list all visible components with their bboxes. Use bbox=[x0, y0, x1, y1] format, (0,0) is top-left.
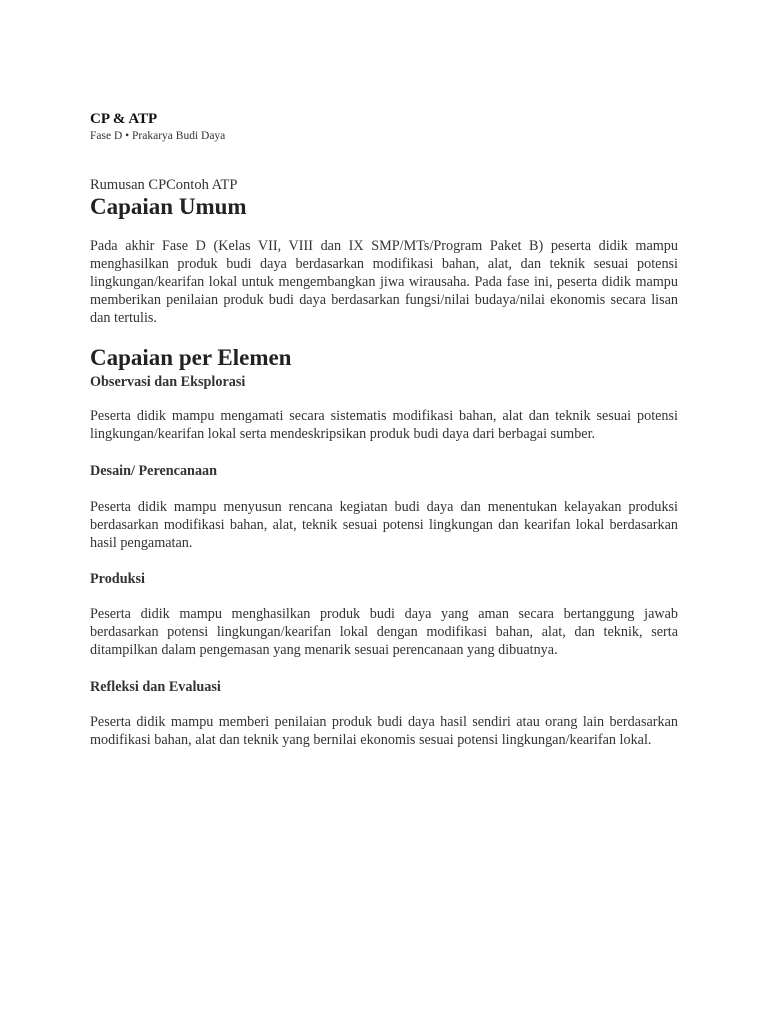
element-text-produksi: Peserta didik mampu menghasilkan produk budi daya yang aman secara bertanggung jawab berdasarkan potensi lingkungan/kearifan lokal dengan modifikasi bahan, alat, dan teknik, serta ditampilkan dalam pengemasan yang menarik sesuai perencanaan yang dibuatnya. bbox=[90, 606, 678, 658]
element-heading-refleksi: Refleksi dan Evaluasi bbox=[90, 679, 221, 695]
capaian-per-elemen-heading: Capaian per Elemen bbox=[90, 345, 292, 370]
element-text-observasi: Peserta didik mampu mengamati secara sistematis modifikasi bahan, alat dan teknik sesuai potensi lingkungan/kearifan lokal serta mendeskripsikan produk budi daya dari berbagai sumber. bbox=[90, 408, 678, 442]
capaian-umum-heading: Capaian Umum bbox=[90, 194, 247, 219]
tab-contoh-atp[interactable]: Contoh ATP bbox=[166, 177, 238, 193]
element-text-desain: Peserta didik mampu menyusun rencana kegiatan budi daya dan menentukan kelayakan produksi berdasarkan modifikasi bahan, alat, teknik sesuai potensi lingkungan dan kearifan lokal berdasarkan hasil pengamatan. bbox=[90, 499, 678, 551]
document-subtitle: Fase D • Prakarya Budi Daya bbox=[90, 130, 226, 142]
element-text-refleksi: Peserta didik mampu memberi penilaian produk budi daya hasil sendiri atau orang lain berdasarkan modifikasi bahan, alat dan teknik yang bernilai ekonomis sesuai potensi lingkungan/kearifan lokal. bbox=[90, 714, 678, 748]
element-heading-observasi: Observasi dan Eksplorasi bbox=[90, 374, 246, 390]
tab-row bbox=[90, 176, 237, 194]
tab-rumusan-cp[interactable]: Rumusan CP bbox=[90, 177, 167, 193]
element-heading-produksi: Produksi bbox=[90, 571, 145, 587]
element-heading-desain: Desain/ Perencanaan bbox=[90, 463, 218, 479]
document-title: CP & ATP bbox=[90, 111, 158, 127]
capaian-umum-text: Pada akhir Fase D (Kelas VII, VIII dan IX SMP/MTs/Program Paket B) peserta didik mampu menghasilkan produk budi daya berdasarkan modifikasi bahan, alat, dan teknik sesuai potensi lingkungan/kearifan lokal untuk mengembangkan jiwa wirausaha. Pada fase ini, peserta didik mampu memberikan penilaian produk budi daya berdasarkan fungsi/nilai budaya/nilai ekonomis secara lisan dan tertulis. bbox=[90, 238, 678, 326]
